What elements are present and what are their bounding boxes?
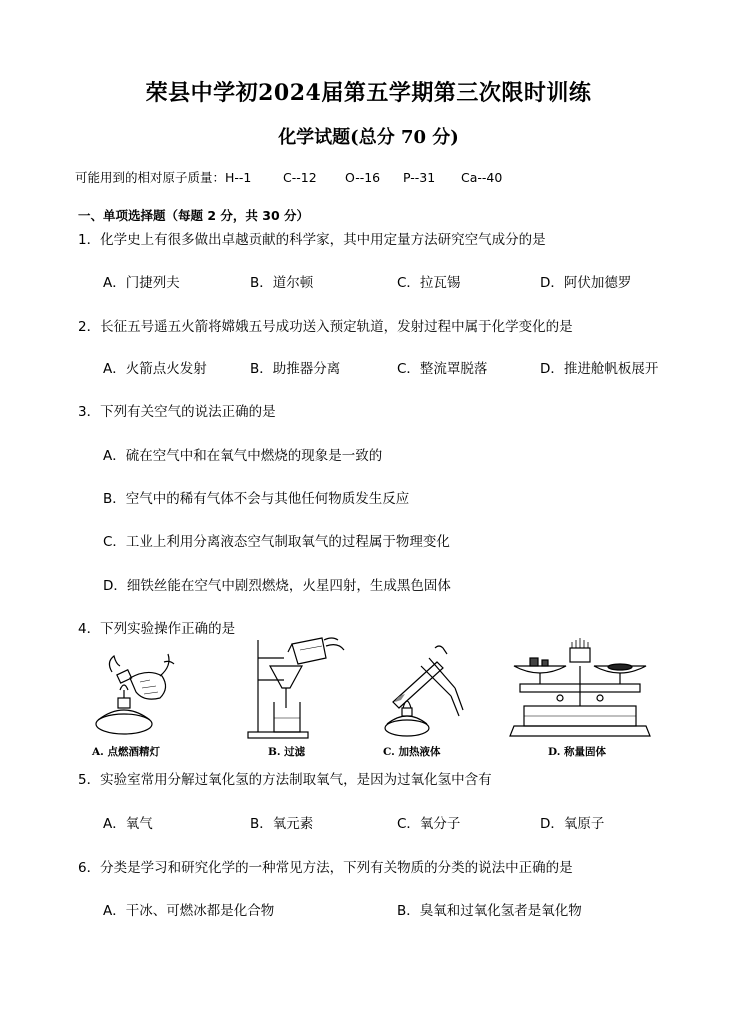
q3-option-b: B．空气中的稀有气体不会与其他任何物质发生反应	[103, 491, 410, 507]
figure-a	[90, 636, 180, 758]
q4-figures	[90, 636, 690, 761]
atomic-mass-o: O--16	[345, 170, 381, 185]
question-4-stem: 4．下列实验操作正确的是	[78, 621, 236, 637]
atomic-masses-line	[75, 168, 502, 186]
q1-option-c: C．拉瓦锡	[397, 275, 461, 291]
atomic-mass-p: P--31	[403, 170, 436, 185]
atomic-mass-c: C--12	[283, 170, 317, 185]
figure-a-caption: A. 点燃酒精灯	[92, 746, 160, 758]
q5-option-b: B．氧元素	[250, 816, 314, 832]
q1-option-b: B．道尔顿	[250, 275, 314, 291]
q6-option-a: A．干冰、可燃冰都是化合物	[103, 903, 275, 919]
q2-option-c: C．整流罩脱落	[397, 361, 488, 377]
q5-option-a: A．氧气	[103, 816, 153, 832]
q3-option-a: A．硫在空气中和在氧气中燃烧的现象是一致的	[103, 448, 383, 464]
q1-option-d: D．阿伏加德罗	[540, 275, 632, 291]
q3-option-d: D．细铁丝能在空气中剧烈燃烧，火星四射，生成黑色固体	[103, 578, 451, 594]
figure-c	[375, 636, 475, 758]
figure-b	[240, 636, 350, 758]
question-2-stem: 2．长征五号遥五火箭将嫦娥五号成功送入预定轨道，发射过程中属于化学变化的是	[78, 319, 573, 335]
q5-option-d: D．氧原子	[540, 816, 605, 832]
balance-scale-icon	[500, 636, 660, 741]
q1-option-a: A．门捷列夫	[103, 275, 180, 291]
atomic-mass-ca: Ca--40	[461, 170, 503, 185]
filtration-apparatus-icon	[240, 636, 350, 741]
exam-subtitle: 化学试题(总分 70 分)	[278, 127, 459, 148]
question-5-stem: 5．实验室常用分解过氧化氢的方法制取氧气，是因为过氧化氢中含有	[78, 772, 492, 788]
section-heading: 一、单项选择题（每题 2 分，共 30 分）	[78, 208, 310, 223]
q2-option-d: D．推进舱帆板展开	[540, 361, 659, 377]
alcohol-lamp-lighting-icon	[90, 636, 180, 741]
figure-b-caption: B. 过滤	[268, 746, 306, 758]
atomic-masses-label: 可能用到的相对原子质量：	[75, 170, 226, 185]
question-3-stem: 3．下列有关空气的说法正确的是	[78, 404, 276, 420]
figure-d	[500, 636, 660, 758]
q5-option-c: C．氧分子	[397, 816, 461, 832]
exam-title: 荣县中学初2024届第五学期第三次限时训练	[145, 80, 592, 106]
q2-option-b: B．助推器分离	[250, 361, 341, 377]
q2-option-a: A．火箭点火发射	[103, 361, 207, 377]
figure-d-caption: D. 称量固体	[548, 746, 607, 758]
question-1-stem: 1．化学史上有很多做出卓越贡献的科学家，其中用定量方法研究空气成分的是	[78, 232, 546, 248]
q6-option-b: B．臭氧和过氧化氢者是氧化物	[397, 903, 582, 919]
figure-c-caption: C. 加热液体	[383, 746, 441, 758]
atomic-mass-h: H--1	[225, 170, 252, 185]
q3-option-c: C．工业上利用分离液态空气制取氧气的过程属于物理变化	[103, 534, 450, 550]
heating-liquid-icon	[375, 636, 475, 741]
question-6-stem: 6．分类是学习和研究化学的一种常见方法，下列有关物质的分类的说法中正确的是	[78, 860, 573, 876]
